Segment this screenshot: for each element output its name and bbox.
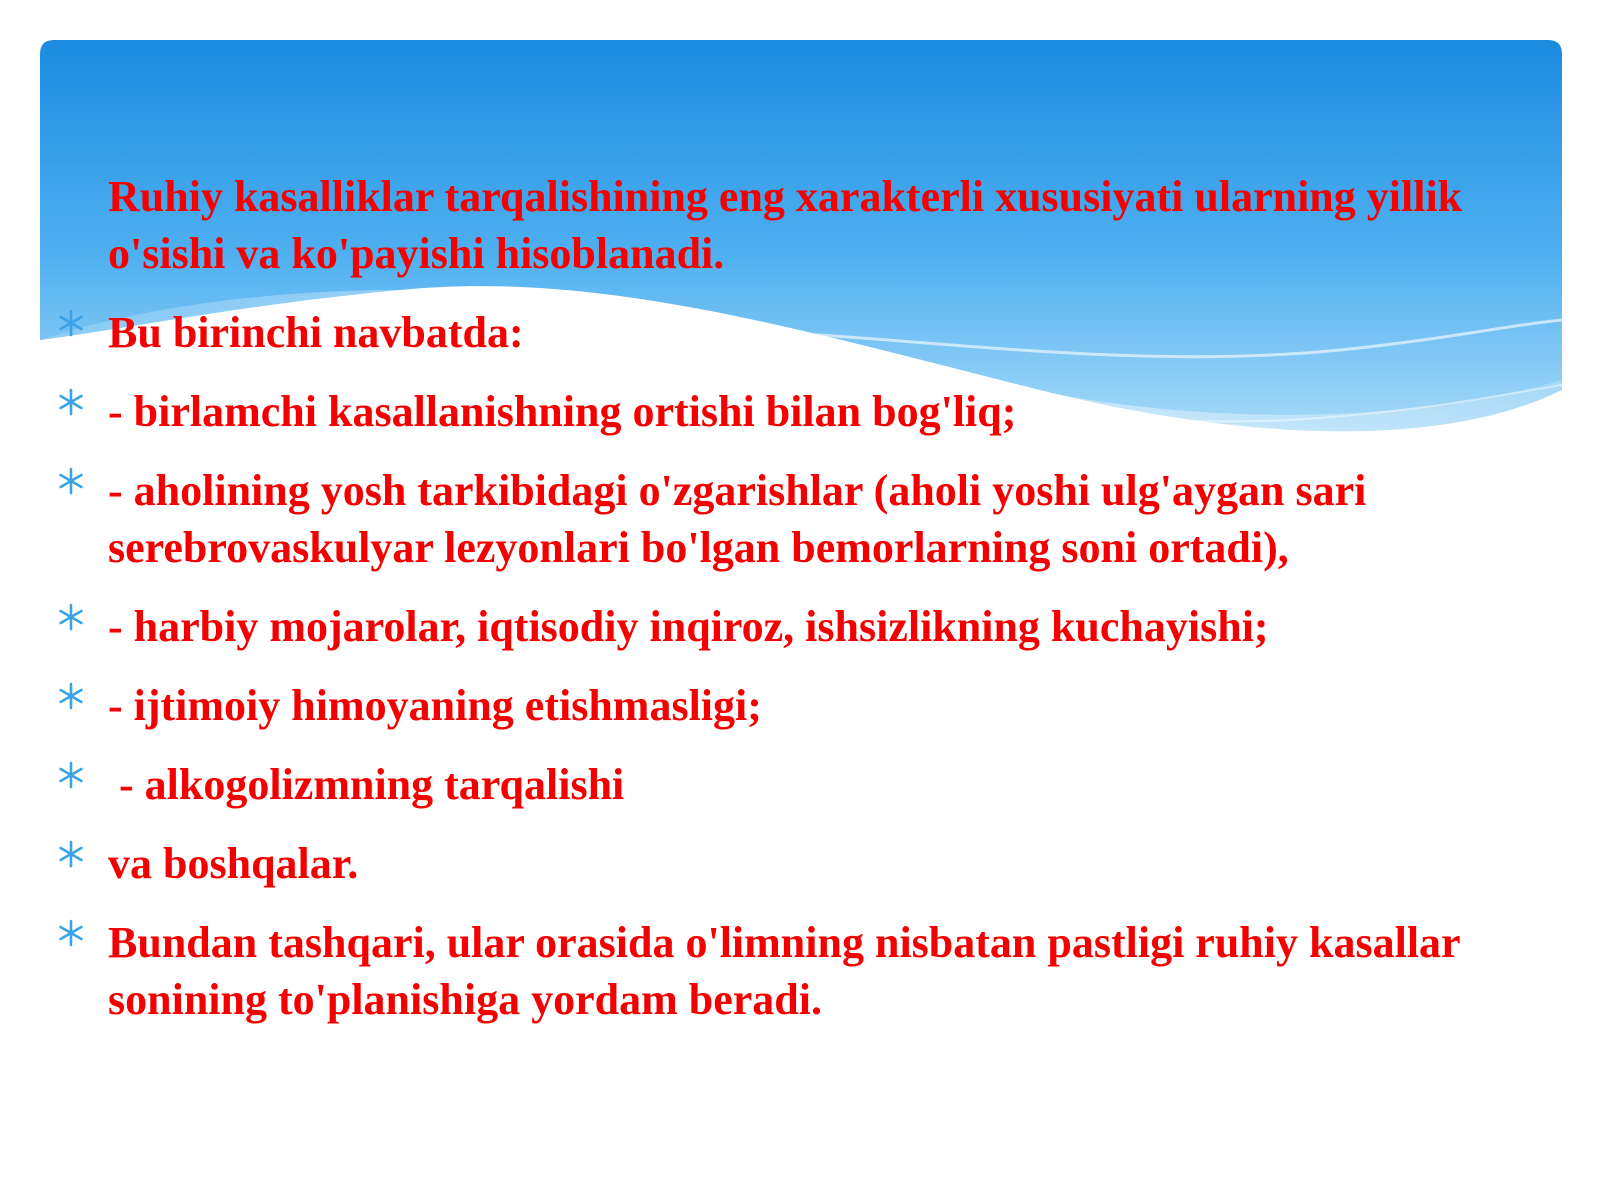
bullet-item — [56, 462, 1536, 576]
bullet-text: Bundan tashqari, ular orasida o'limning nisbatan pastligi ruhiy kasallar sonining to'planishiga yordam beradi. — [108, 918, 1471, 1024]
bullet-item — [56, 598, 1536, 655]
bullet-item — [56, 756, 1536, 813]
bullet-item — [56, 304, 1536, 361]
bullet-item — [56, 168, 1536, 282]
asterisk-icon — [56, 387, 86, 417]
asterisk-icon — [56, 308, 86, 338]
asterisk-icon — [56, 918, 86, 948]
asterisk-icon — [56, 602, 86, 632]
bullet-item — [56, 835, 1536, 892]
asterisk-icon — [56, 681, 86, 711]
bullet-text: Bu birinchi navbatda: — [108, 308, 524, 357]
asterisk-icon — [56, 760, 86, 790]
asterisk-icon — [56, 839, 86, 869]
bullet-item — [56, 383, 1536, 440]
asterisk-icon — [56, 466, 86, 496]
bullet-text: va boshqalar. — [108, 839, 359, 888]
bullet-text: - ijtimoiy himoyaning etishmasligi; — [108, 681, 762, 730]
bullet-text: - aholining yosh tarkibidagi o'zgarishlar (aholi yoshi ulg'aygan sari serebrovaskulyar lezyonlari bo'lgan bemorlarning soni ortadi), — [108, 466, 1378, 572]
bullet-text: - alkogolizmning tarqalishi — [108, 760, 625, 809]
bullet-text: - harbiy mojarolar, iqtisodiy inqiroz, ishsizlikning kuchayishi; — [108, 602, 1269, 651]
bullet-item — [56, 677, 1536, 734]
bullet-text: - birlamchi kasallanishning ortishi bilan bog'liq; — [108, 387, 1017, 436]
slide-content — [56, 168, 1536, 1050]
bullet-item — [56, 914, 1536, 1028]
bullet-list — [56, 168, 1536, 1028]
bullet-text: Ruhiy kasalliklar tarqalishining eng xarakterli xususiyati ularning yillik o'sishi va ko'payishi hisoblanadi. — [108, 172, 1474, 278]
